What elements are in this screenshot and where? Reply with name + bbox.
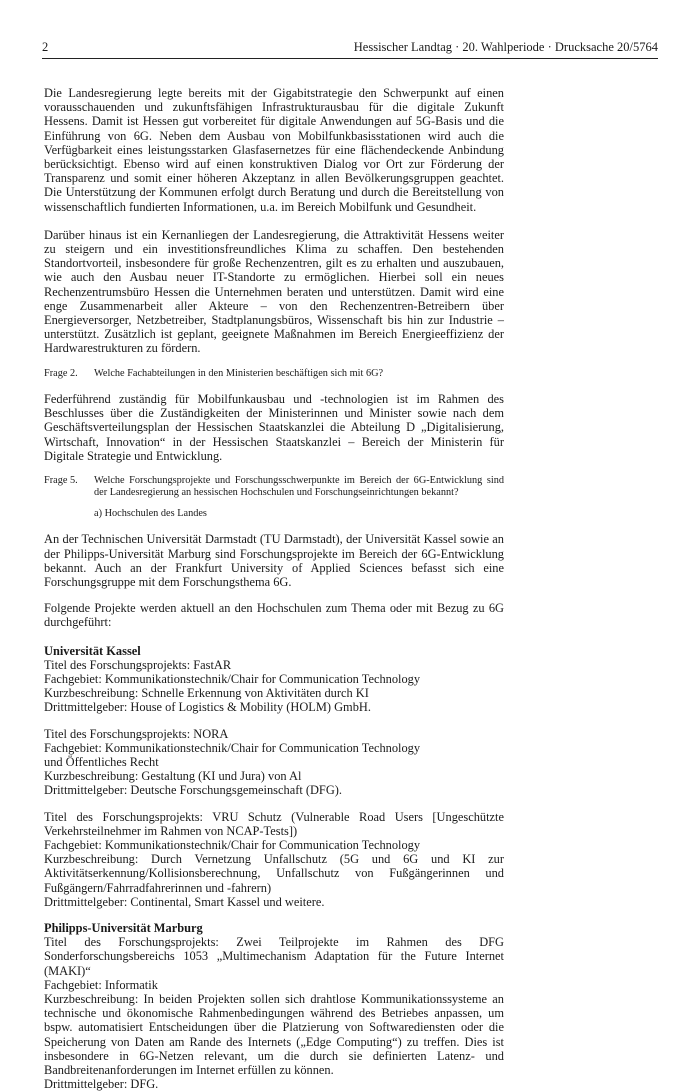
project-title: Titel des Forschungsprojekts: FastAR: [44, 657, 232, 672]
project-field-continued: und Öffentliches Recht: [44, 754, 159, 769]
running-title: Hessischer Landtag · 20. Wahlperiode · Drucksache 20/5764: [353, 40, 658, 54]
paragraph-projects-intro: Folgende Projekte werden aktuell an den Hochschulen zum Thema oder mit Bezug zu 6G durchgeführt:: [44, 601, 504, 630]
question-5a: a) Hochschulen des Landes: [94, 507, 207, 519]
question-text: Welche Forschungsprojekte und Forschungsschwerpunkte im Bereich der 6G-Entwicklung sind der Landesregierung an hessischen Hochschulen und Forschungseinrichtungen bekannt?: [94, 475, 504, 499]
question-label: Frage 2.: [44, 367, 78, 379]
paragraph-universities: An der Technischen Universität Darmstadt (TU Darmstadt), der Universität Kassel sowie an der Philipps-Universität Marburg sind Forschungsprojekte im Bereich der 6G-Entwicklung bekannt. Auch an der Frankfurt University of Applied Sciences befasst sich eine Forschungsgruppe mit dem Forschungsthema 6G.: [44, 532, 504, 589]
document-body: [44, 86, 504, 1091]
project-description: Kurzbeschreibung: Gestaltung (KI und Jura) von Al: [44, 769, 302, 784]
project-maki: [44, 935, 504, 1091]
project-description: Kurzbeschreibung: Durch Vernetzung Unfallschutz (5G und 6G und KI zur Aktivitätserkennung/Kollisionsberechnung, Unfallschutz von Fußgängerinnen und Fußgängern/Fahrradfahrerinnen und -fahrern): [44, 852, 504, 895]
project-field: Fachgebiet: Kommunikationstechnik/Chair for Communication Technology: [44, 837, 421, 852]
project-fastar: [44, 658, 504, 715]
project-title: Titel des Forschungsprojekts: VRU Schutz (Vulnerable Road Users [Ungeschützte Verkehrsteilnehmer im Rahmen von NCAP-Tests]): [44, 809, 504, 838]
project-description: Kurzbeschreibung: Schnelle Erkennung von Aktivitäten durch KI: [44, 686, 369, 701]
page-number: 2: [42, 40, 49, 54]
project-title: Titel des Forschungsprojekts: NORA: [44, 726, 229, 741]
project-funder: Drittmittelgeber: DFG.: [44, 1077, 159, 1091]
project-field: Fachgebiet: Informatik: [44, 977, 158, 992]
project-field: Fachgebiet: Kommunikationstechnik/Chair for Communication Technology: [44, 740, 421, 755]
project-nora: [44, 727, 504, 798]
project-funder: Drittmittelgeber: House of Logistics & Mobility (HOLM) GmbH.: [44, 700, 371, 715]
heading-uni-marburg: Philipps-Universität Marburg: [44, 920, 203, 935]
project-funder: Drittmittelgeber: Deutsche Forschungsgemeinschaft (DFG).: [44, 783, 342, 798]
project-field: Fachgebiet: Kommunikationstechnik/Chair for Communication Technology: [44, 671, 421, 686]
question-text: Welche Fachabteilungen in den Ministerien beschäftigen sich mit 6G?: [94, 367, 384, 379]
question-2: [44, 368, 504, 380]
paragraph-gigabit-strategy: Die Landesregierung legte bereits mit der Gigabitstrategie den Schwerpunkt auf einen vorausschauenden und zukunftsfähigen Infrastrukturausbau für die digitale Zukunft Hessens. Damit ist Hessen gut vorbereitet für digitale Anwendungen auf 5G-Basis und die Einführung von 6G. Neben dem Ausbau von Mobilfunkbasisstationen wird auch die Verfügbarkeit eines leistungsstarken Glasfasernetzes für eine flächendeckende Anbindung berücksichtigt. Ebenso wird auf einen konstruktiven Dialog vor Ort zur Förderung der Transparenz und somit einer höheren Akzeptanz in allen Bevölkerungsgruppen geachtet. Die Unterstützung der Kommunen erfolgt durch Beratung und durch die Bereitstellung von wissenschaftlich fundierten Informationen, u.a. im Bereich Mobilfunk und Gesundheit.: [44, 86, 504, 214]
page-header: [42, 40, 658, 59]
question-label: Frage 5.: [44, 475, 78, 487]
project-title: Titel des Forschungsprojekts: Zwei Teilprojekte im Rahmen des DFG Sonderforschungsbereichs 1053 „Multimechanism Adaptation für the Future Internet (MAKI)“: [44, 935, 504, 978]
paragraph-data-centers: Darüber hinaus ist ein Kernanliegen der Landesregierung, die Attraktivität Hessens weiter zu steigern und ein investitionsfreundliches Klima zu schaffen. Den bestehenden Standortvorteil, insbesondere für große Rechenzentren, gilt es zu erhalten und auszubauen, wie auch den Ausbau neuer IT-Standorte zu ermöglichen. Hierbei soll ein neues Rechenzentrumsbüro Hessen die Unternehmen beraten und unterstützen. Damit wird eine enge Zusammenarbeit aller Akteure – von den Rechenzentren-Betreibern über Energieversorger, Netzbetreiber, Stadtplanungsbüros, Wissenschaft bis hin zur Industrie – unterstützt. Zusätzlich ist geplant, geeignete Maßnahmen im Bereich Energieeffizienz der Hardwarestrukturen zu fördern.: [44, 227, 504, 356]
project-funder: Drittmittelgeber: Continental, Smart Kassel und weitere.: [44, 894, 325, 909]
project-vru-schutz: [44, 810, 504, 909]
answer-2: Federführend zuständig für Mobilfunkausbau und -technologien ist im Rahmen des Beschlusses über die Zuständigkeiten der Ministerinnen und Minister sowie nach dem Geschäftsverteilungsplan der Hessischen Staatskanzlei die Abteilung D „Digitalisierung, Wirtschaft, Innovation“ in der Hessischen Staatskanzlei – Bereich der Ministerin für Digitale Strategie und Entwicklung.: [44, 392, 504, 463]
question-5: [44, 475, 504, 500]
project-description: Kurzbeschreibung: In beiden Projekten sollen sich drahtlose Kommunikationssysteme an technische und ökonomische Rahmenbedingungen während des Betriebes anpassen, um bspw. automatisiert Entscheidungen über die Platzierung von Softwarediensten oder die Speicherung von Daten am Rande des Internets („Edge Computing“) zu treffen. Dies ist insbesondere in 6G-Netzen relevant, um die durch sie definierten Latenz- und Bandbreitenanforderungen im Internet erfüllen zu können.: [44, 991, 504, 1077]
heading-uni-kassel: Universität Kassel: [44, 643, 141, 658]
